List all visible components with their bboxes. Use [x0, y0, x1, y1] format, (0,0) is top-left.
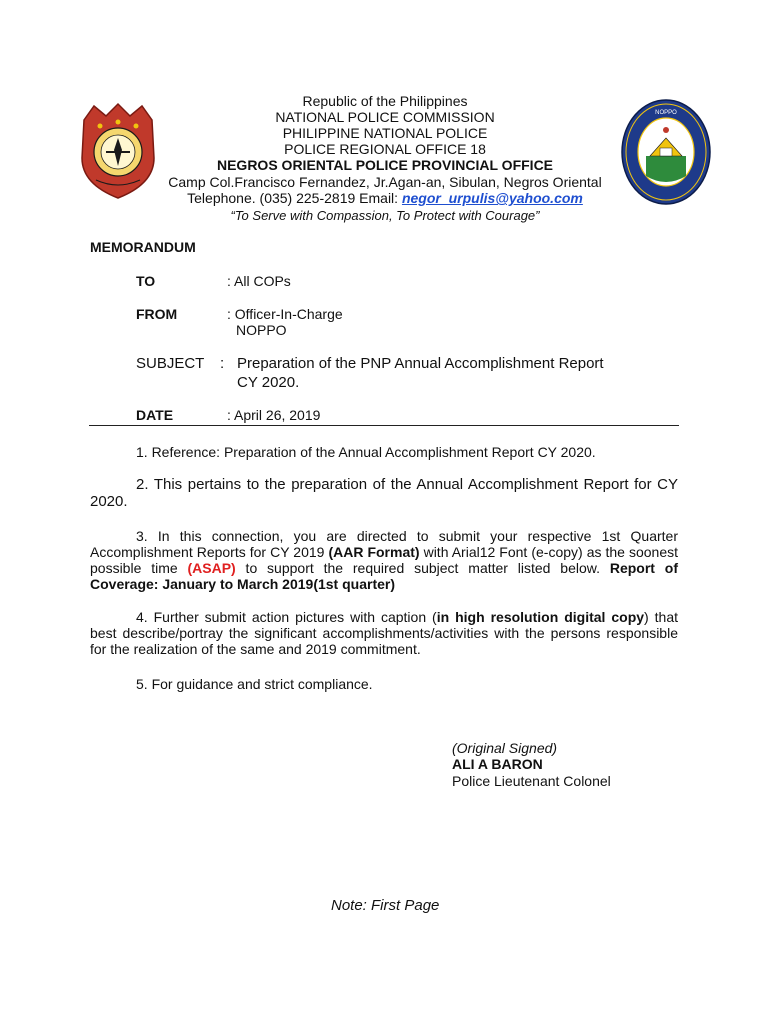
- paragraph-4-resolution: in high resolution digital copy: [436, 609, 645, 625]
- memo-subject-value: Preparation of the PNP Annual Accomplishment Report: [237, 355, 604, 372]
- memo-divider: [89, 425, 679, 426]
- memo-to-label: TO: [136, 273, 156, 289]
- header-email-link[interactable]: negor_urpulis@yahoo.com: [401, 190, 583, 206]
- memo-subject-colon: :: [220, 355, 225, 372]
- memo-to-value: : All COPs: [227, 273, 291, 289]
- signatory-name: ALI A BARON: [452, 756, 543, 772]
- signatory-rank: Police Lieutenant Colonel: [452, 773, 611, 789]
- paragraph-5: 5. For guidance and strict compliance.: [136, 676, 373, 692]
- memo-date-value: : April 26, 2019: [227, 407, 321, 423]
- paragraph-4-text-c: ) that best describe/portray the significant accomplishments/activities with the persons responsible for the realization of the same and 2019 commitment.: [90, 609, 679, 657]
- memo-from-value: : Officer-In-Charge: [227, 306, 343, 322]
- memo-title: MEMORANDUM: [90, 239, 196, 255]
- header-address: Camp Col.Francisco Fernandez, Jr.Agan-an, Sibulan, Negros Oriental: [168, 174, 602, 190]
- memo-from-label: FROM: [136, 306, 178, 322]
- header-line-republic: Republic of the Philippines: [302, 93, 468, 109]
- paragraph-3-text-e: to support the required subject matter listed below.: [235, 560, 610, 576]
- header-office-name: NEGROS ORIENTAL POLICE PROVINCIAL OFFICE: [216, 157, 554, 173]
- header-telephone: Telephone. (035) 225-2819 Email:: [187, 190, 402, 206]
- header-motto: “To Serve with Compassion, To Protect with Courage”: [230, 208, 540, 223]
- noppo-seal-icon: [620, 98, 712, 206]
- paragraph-3-text-c: with Arial12 Font (e-copy) as the soonest possible time: [90, 544, 678, 576]
- paragraph-4: [90, 609, 678, 657]
- memo-date-label: DATE: [136, 407, 174, 423]
- paragraph-3-text-a: 3. In this connection, you are directed to submit your respective 1st Quarter Accomplishment Reports for CY 2019: [90, 528, 678, 560]
- signature-note: (Original Signed): [452, 740, 558, 756]
- header-line-napolcom: NATIONAL POLICE COMMISSION: [275, 109, 495, 125]
- memo-subject-value-2: CY 2020.: [237, 374, 300, 391]
- pnp-seal-icon: [78, 100, 158, 200]
- paragraph-3: [90, 528, 678, 592]
- memo-subject-label: SUBJECT: [136, 355, 205, 372]
- paragraph-1: 1. Reference: Preparation of the Annual Accomplishment Report CY 2020.: [136, 444, 596, 460]
- paragraph-2: 2. This pertains to the preparation of the Annual Accomplishment Report for CY 2020.: [90, 476, 678, 510]
- paragraph-3-coverage: Report of Coverage: January to March 2019(1st quarter): [90, 560, 679, 592]
- header-line-regional-office: POLICE REGIONAL OFFICE 18: [284, 141, 486, 157]
- header-line-pnp: PHILIPPINE NATIONAL POLICE: [282, 125, 488, 141]
- header-contact: [160, 190, 610, 207]
- paragraph-3-asap: (ASAP): [187, 560, 236, 576]
- paragraph-3-aar-format: (AAR Format): [328, 544, 420, 560]
- svg-text:NOPPO: NOPPO: [655, 110, 677, 116]
- memo-from-value-2: NOPPO: [236, 322, 287, 338]
- footer-note: Note: First Page: [331, 897, 440, 914]
- paragraph-4-text-a: 4. Further submit action pictures with caption (: [136, 609, 437, 625]
